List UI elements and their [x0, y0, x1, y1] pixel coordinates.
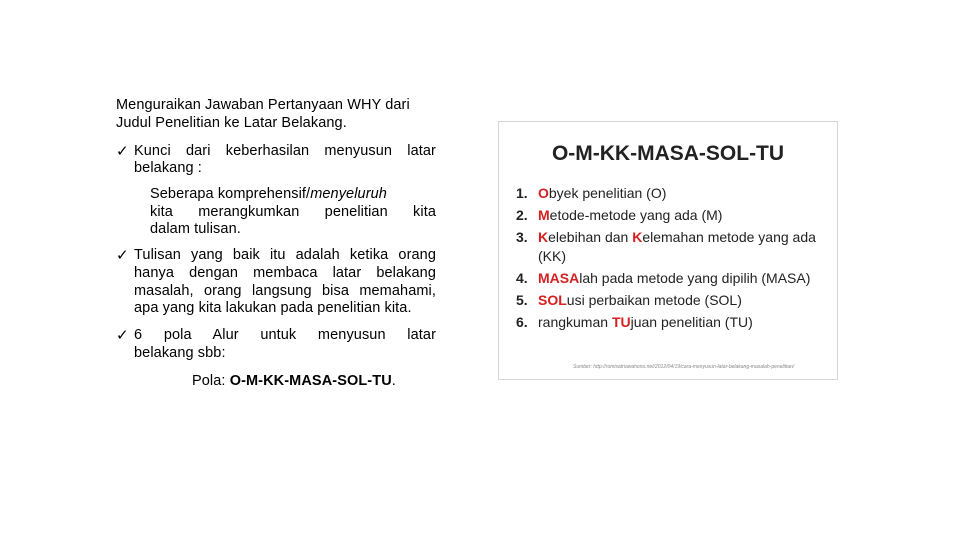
source-caption: Sumber: http://romisatriawahono.net/2012/04/19/cara-menyusun-latar-belakang-masalah-penelitian/	[573, 364, 795, 370]
sub1-italic: menyeluruh	[310, 186, 387, 202]
item-text: rangkuman	[538, 314, 612, 330]
item-text: byek penelitian (O)	[548, 185, 667, 201]
bullet1-line-2: belakang :	[134, 160, 202, 176]
box-title: O-M-KK-MASA-SOL-TU	[551, 142, 785, 165]
item-text: usi perbaikan metode (SOL)	[566, 292, 742, 308]
item-text: elemahan metode yang ada	[642, 229, 816, 245]
list-item	[516, 228, 816, 246]
item-number: 5.	[516, 292, 528, 308]
bullet3-line-2: belakang sbb:	[134, 345, 226, 361]
item-text: juan penelitian (TU)	[630, 314, 753, 330]
list-item	[516, 313, 753, 331]
check-icon: ✓	[116, 142, 129, 160]
omkk-image-box	[498, 121, 838, 380]
item-number: 4.	[516, 270, 528, 286]
bullet2-line-1: Tulisan yang baik itu adalah ketika orang	[134, 247, 436, 263]
list-item	[516, 184, 666, 202]
item-text: etode-metode yang ada (M)	[549, 207, 723, 223]
item-number: 3.	[516, 229, 528, 245]
item-text: elebihan dan	[548, 229, 633, 245]
pola-value: O-M-KK-MASA-SOL-TU	[229, 373, 392, 389]
check-icon: ✓	[116, 326, 129, 344]
item-highlight: TU	[611, 314, 631, 330]
sub1-text: Seberapa komprehensif/	[150, 186, 311, 202]
bullet2-line-3: masalah, orang langsung bisa memahami,	[134, 283, 436, 299]
sub1-line-2: kita merangkumkan penelitian kita	[150, 204, 436, 220]
list-item	[516, 206, 722, 224]
pola-end: .	[391, 373, 396, 389]
bullet3-line-1: 6 pola Alur untuk menyusun latar	[134, 327, 436, 343]
bullet2-line-2: hanya dengan membaca latar belakang	[134, 265, 436, 281]
item-highlight: MASA	[538, 270, 580, 286]
item-highlight: K	[632, 229, 643, 245]
list-item-continuation: (KK)	[538, 248, 566, 264]
sub1-line-1	[150, 186, 387, 203]
item-highlight: M	[538, 207, 550, 223]
item-text: lah pada metode yang dipilih (MASA)	[579, 270, 811, 286]
bullet2-line-4: apa yang kita lakukan pada penelitian kita.	[134, 300, 412, 316]
item-number: 2.	[516, 207, 528, 223]
bullet1-line-1: Kunci dari keberhasilan menyusun latar	[134, 143, 436, 159]
item-number: 6.	[516, 314, 528, 330]
item-highlight: K	[538, 229, 549, 245]
item-highlight: O	[538, 185, 549, 201]
item-highlight: SOL	[538, 292, 567, 308]
pola-line	[192, 373, 396, 390]
check-icon: ✓	[116, 246, 129, 264]
item-number: 1.	[516, 185, 528, 201]
intro-line-1: Menguraikan Jawaban Pertanyaan WHY dari	[116, 97, 410, 113]
intro-line-2: Judul Penelitian ke Latar Belakang.	[116, 115, 347, 131]
sub1-line-3: dalam tulisan.	[150, 221, 241, 237]
list-item	[516, 269, 810, 287]
pola-label: Pola:	[192, 373, 230, 389]
list-item	[516, 291, 742, 309]
